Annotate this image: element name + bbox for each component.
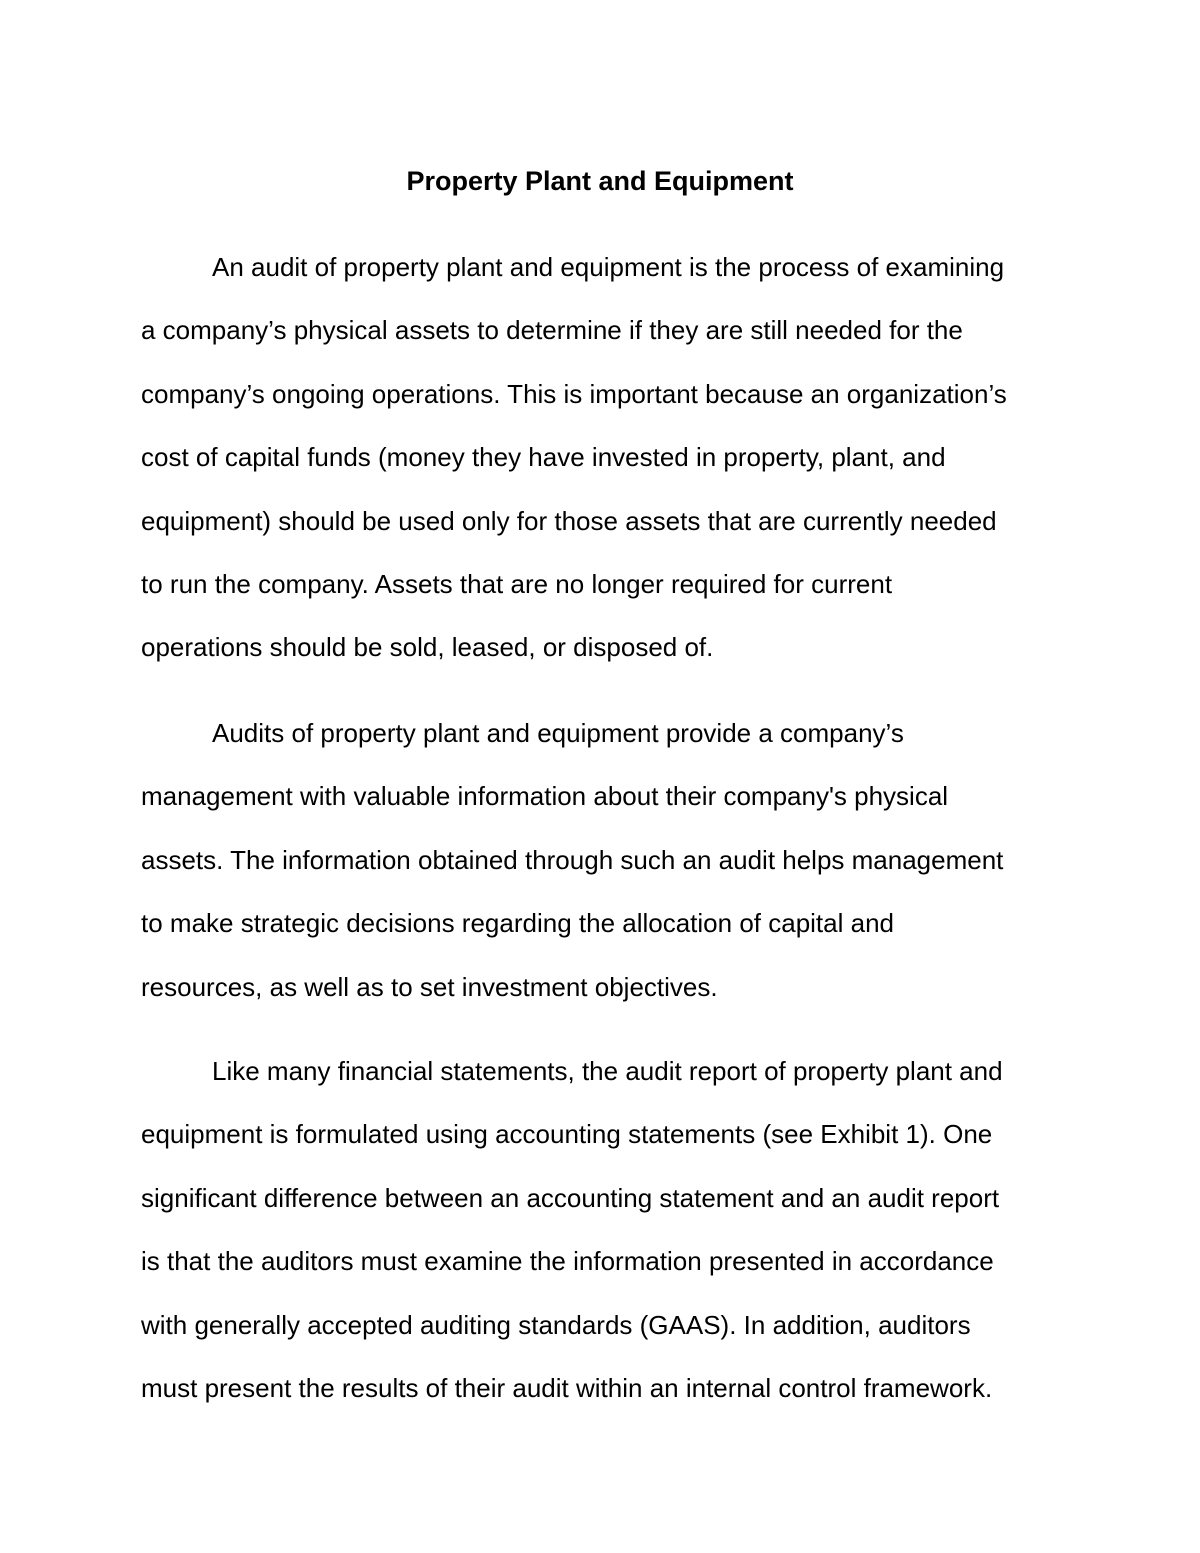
paragraph-line: with generally accepted auditing standards (GAAS). In addition, auditors: [141, 1309, 971, 1340]
paragraph-line: to run the company. Assets that are no longer required for current: [141, 569, 893, 600]
paragraph-line: resources, as well as to set investment objectives.: [141, 971, 718, 1002]
paragraph-line: Audits of property plant and equipment provide a company’s: [212, 718, 904, 748]
paragraph-line: operations should be sold, leased, or disposed of.: [141, 632, 714, 663]
paragraph-line: company’s ongoing operations. This is important because an organization’s: [141, 378, 1007, 409]
paragraph-line: is that the auditors must examine the information presented in accordance: [141, 1246, 994, 1277]
paragraph-line: significant difference between an accounting statement and an audit report: [141, 1182, 1000, 1213]
paragraph-line: equipment is formulated using accounting statements (see Exhibit 1). One: [141, 1119, 993, 1150]
paragraph-line: Like many financial statements, the audit report of property plant and: [212, 1056, 1003, 1086]
document-title: Property Plant and Equipment: [406, 166, 794, 196]
paragraph-line: equipment) should be used only for those assets that are currently needed: [141, 505, 997, 536]
paragraph-1: [141, 236, 1071, 680]
paragraph-line: management with valuable information about their company's physical: [141, 781, 949, 812]
paragraph-line: a company’s physical assets to determine if they are still needed for the: [141, 315, 963, 346]
paragraph-line: to make strategic decisions regarding the allocation of capital and: [141, 908, 894, 939]
paragraph-line: An audit of property plant and equipment is the process of examining: [212, 252, 1005, 282]
paragraph-line: must present the results of their audit within an internal control framework.: [141, 1373, 993, 1404]
paragraph-3: [141, 1040, 1071, 1420]
paragraph-2: [141, 702, 1071, 1019]
paragraph-line: assets. The information obtained through such an audit helps management: [141, 844, 1004, 875]
paragraph-line: cost of capital funds (money they have invested in property, plant, and: [141, 442, 946, 473]
